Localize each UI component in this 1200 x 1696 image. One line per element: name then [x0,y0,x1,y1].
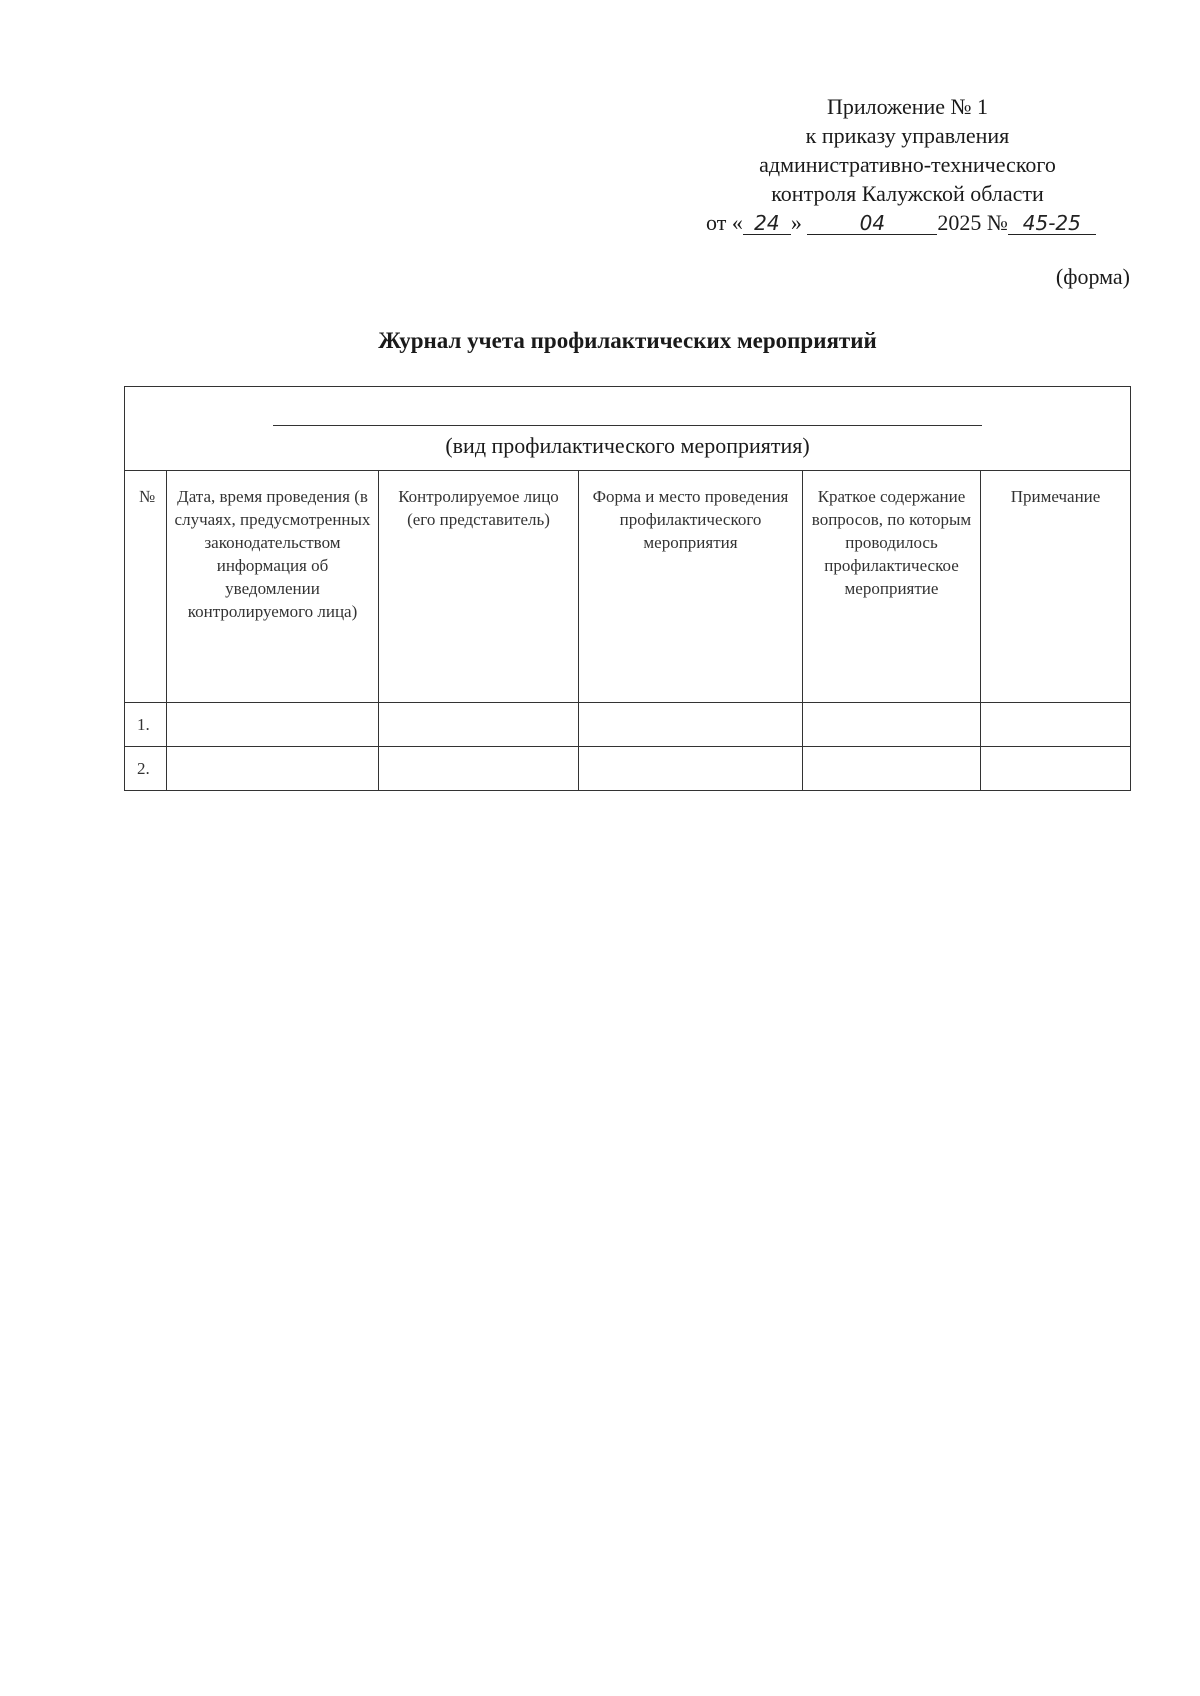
column-header-note: Примечание [981,471,1131,703]
column-header-summary: Краткое содержание вопросов, по которым проводилось профилактическое мероприятие [803,471,981,703]
table-row [125,747,1131,791]
table-cell [803,747,981,791]
table-cell [379,703,579,747]
table-cell [379,747,579,791]
table-header-row [125,471,1131,703]
table-row [125,703,1131,747]
table-caption: (вид профилактического мероприятия) [445,433,810,458]
journal-table [124,386,1131,791]
table-caption-cell [125,387,1131,471]
table-cell [167,703,379,747]
date-year-number-label: 2025 № [937,210,1008,235]
appendix-region: контроля Калужской области [771,181,1044,206]
date-prefix: от « [706,210,743,235]
document-title: Журнал учета профилактических мероприятий [378,328,877,353]
table-cell [981,747,1131,791]
table-cell [803,703,981,747]
column-header-number: № [125,471,167,703]
form-label: (форма) [1055,264,1130,289]
appendix-order-ref: к приказу управления [805,123,1010,148]
appendix-department: административно-технического [759,152,1056,177]
date-quote-close: » [790,210,808,235]
handwritten-order-number: 45-25 [1008,212,1096,235]
table-cell [579,703,803,747]
row-number: 1. [125,703,167,747]
appendix-number: Приложение № 1 [826,94,989,119]
column-header-date: Дата, время проведения (в случаях, предусмотренных законодательством информация об уведомлении контролируемого лица) [167,471,379,703]
column-header-form-place: Форма и место проведения профилактического мероприятия [579,471,803,703]
table-cell [981,703,1131,747]
caption-blank-line [273,425,982,426]
table-cell [579,747,803,791]
column-header-controlled-person: Контролируемое лицо (его представитель) [379,471,579,703]
appendix-header [640,92,1175,237]
handwritten-month: 04 [807,212,937,235]
handwritten-day: 24 [743,212,791,235]
table-cell [167,747,379,791]
order-date-line [640,208,1175,237]
row-number: 2. [125,747,167,791]
